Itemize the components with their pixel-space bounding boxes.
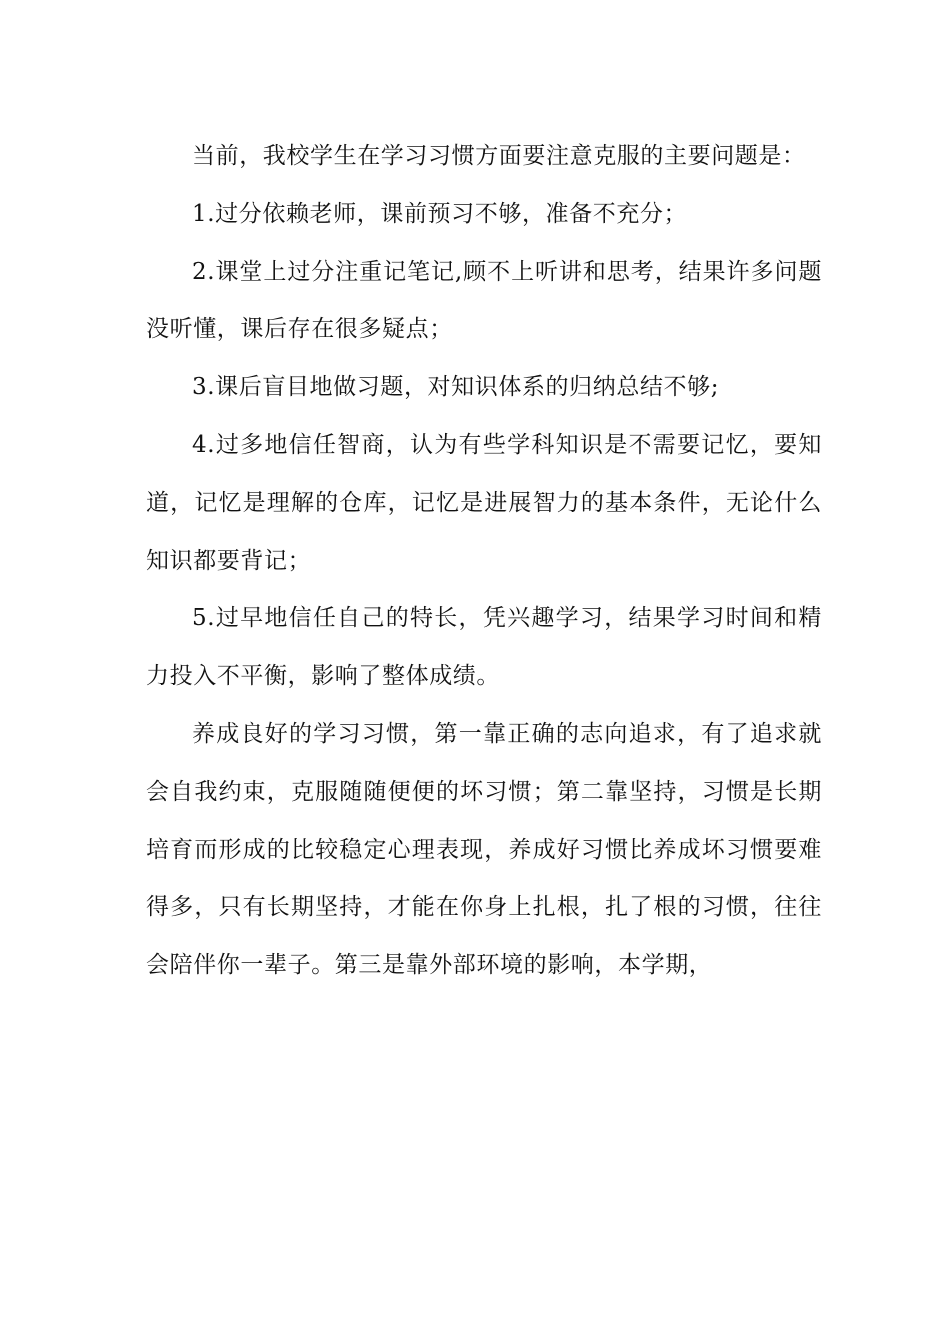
habit-paragraph: 养成良好的学习习惯，第一靠正确的志向追求，有了追求就会自我约束，克服随随便便的坏习惯；第二靠坚持，习惯是长期培育而形成的比较稳定心理表现，养成好习惯比养成坏习惯要难得多，只有长期坚持，才能在你身上扎根，扎了根的习惯，往往会陪伴你一辈子。第三是靠外部环境的影响，本学期， <box>146 720 822 979</box>
problem-item-3: 3.课后盲目地做习题，对知识体系的归纳总结不够; <box>192 374 720 401</box>
problem-item-2: 2.课堂上过分注重记笔记,顾不上听讲和思考，结果许多问题没听懂，课后存在很多疑点； <box>146 258 822 343</box>
document-body <box>146 128 822 995</box>
problem-item-5: 5.过早地信任自己的特长，凭兴趣学习，结果学习时间和精力投入不平衡，影响了整体成绩。 <box>146 605 822 690</box>
intro-paragraph: 当前，我校学生在学习习惯方面要注意克服的主要问题是： <box>192 143 806 169</box>
problem-item-4: 4.过多地信任智商，认为有些学科知识是不需要记忆，要知道，记忆是理解的仓库，记忆是进展智力的基本条件，无论什么知识都要背记； <box>146 431 822 574</box>
problem-item-1: 1.过分依赖老师，课前预习不够，准备不充分； <box>192 200 688 227</box>
